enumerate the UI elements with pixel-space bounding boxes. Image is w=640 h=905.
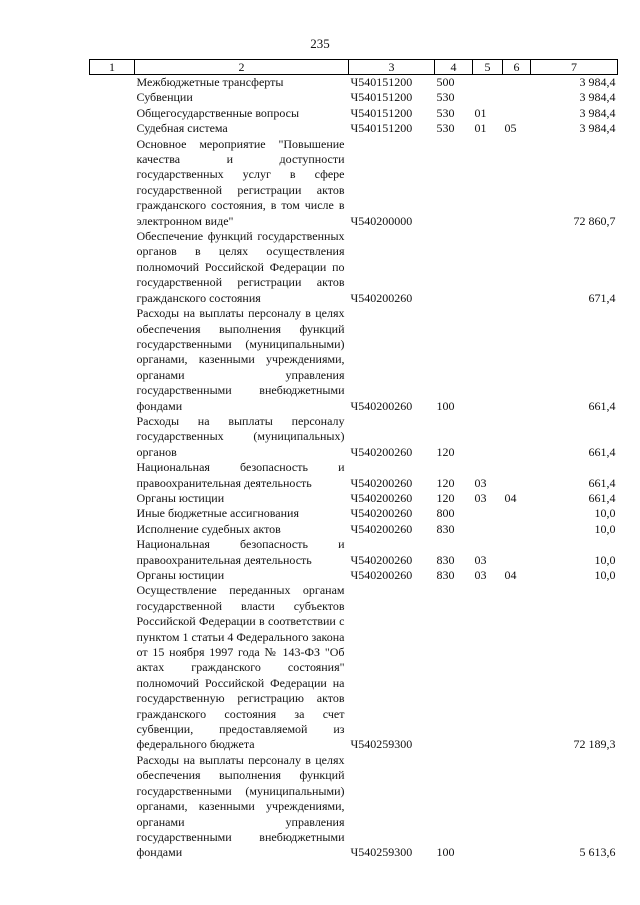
section-cell — [473, 137, 503, 229]
row-number-cell — [90, 753, 135, 861]
expense-type-cell: 830 — [436, 568, 455, 582]
table-row — [90, 537, 618, 568]
table-row — [90, 753, 618, 861]
section-cell — [473, 522, 503, 537]
expense-type-cell — [435, 583, 473, 752]
section-cell — [473, 229, 503, 306]
amount-cell: 661,4 — [588, 490, 616, 505]
table-row — [90, 90, 618, 105]
target-article-cell: Ч540200260 — [350, 490, 413, 505]
subsection-cell — [503, 753, 531, 861]
subsection-cell: 05 — [504, 121, 517, 136]
subsection-cell — [503, 522, 531, 537]
amount-cell: 661,4 — [588, 475, 616, 490]
target-article-cell: Ч540200000 — [350, 213, 413, 228]
subsection-cell — [503, 75, 531, 91]
table-row — [90, 491, 618, 506]
amount-cell: 72 189,3 — [573, 737, 616, 752]
expense-type-cell: 100 — [436, 398, 455, 413]
item-name-cell: Расходы на выплаты персоналу государственных (муниципальных) органов — [136, 413, 345, 459]
table-row — [90, 506, 618, 521]
section-cell: 03 — [474, 568, 487, 582]
column-header: 7 — [531, 60, 618, 75]
target-article-cell: Ч540200260 — [350, 521, 413, 536]
target-article-cell: Ч540200260 — [350, 568, 413, 582]
subsection-cell — [503, 137, 531, 229]
section-cell: 03 — [474, 490, 487, 505]
section-cell: 03 — [474, 552, 487, 567]
amount-cell: 10,0 — [594, 521, 616, 536]
expense-type-cell — [435, 229, 473, 306]
item-name-cell: Органы юстиции — [136, 568, 225, 582]
target-article-cell: Ч540200260 — [350, 398, 413, 413]
row-number-cell — [90, 106, 135, 121]
amount-cell: 661,4 — [588, 444, 616, 459]
row-number-cell — [90, 414, 135, 460]
expense-type-cell: 120 — [436, 490, 455, 505]
item-name-cell: Судебная система — [136, 121, 228, 136]
expense-type-cell: 500 — [436, 75, 455, 89]
table-row — [90, 583, 618, 752]
target-article-cell: Ч540259300 — [350, 845, 413, 860]
expense-type-cell: 530 — [436, 90, 455, 105]
row-number-cell — [90, 137, 135, 229]
row-number-cell — [90, 491, 135, 506]
section-cell: 01 — [474, 121, 487, 136]
row-number-cell — [90, 460, 135, 491]
row-number-cell — [90, 583, 135, 752]
table-row — [90, 137, 618, 229]
item-name-cell: Расходы на выплаты персоналу в целях обеспечения выполнения функций государственными (муниципальными) органами, казенными учреждениями, органами управления государственными внебюджетными фондами — [136, 306, 345, 413]
row-number-cell — [90, 537, 135, 568]
amount-cell: 3 984,4 — [579, 90, 616, 105]
target-article-cell: Ч540200260 — [350, 444, 413, 459]
amount-cell: 671,4 — [588, 290, 616, 305]
subsection-cell — [503, 229, 531, 306]
row-number-cell — [90, 522, 135, 537]
table-row — [90, 522, 618, 537]
row-number-cell — [90, 229, 135, 306]
table-row — [90, 414, 618, 460]
section-cell — [473, 414, 503, 460]
target-article-cell: Ч540200260 — [350, 290, 413, 305]
subsection-cell — [503, 460, 531, 491]
column-header: 3 — [349, 60, 435, 75]
expense-type-cell: 830 — [436, 552, 455, 567]
amount-cell: 10,0 — [594, 568, 616, 582]
column-header: 2 — [135, 60, 349, 75]
amount-cell: 661,4 — [588, 398, 616, 413]
budget-table — [89, 59, 618, 861]
amount-cell: 72 860,7 — [573, 213, 616, 228]
expense-type-cell: 120 — [436, 475, 455, 490]
target-article-cell: Ч540151200 — [350, 105, 413, 120]
target-article-cell: Ч540200260 — [350, 552, 413, 567]
row-number-cell — [90, 90, 135, 105]
table-row — [90, 306, 618, 414]
row-number-cell — [90, 506, 135, 521]
section-cell — [473, 753, 503, 861]
item-name-cell: Субвенции — [136, 90, 193, 105]
subsection-cell — [503, 90, 531, 105]
item-name-cell: Национальная безопасность и правоохранительная деятельность — [136, 460, 345, 490]
expense-type-cell: 100 — [436, 845, 455, 860]
target-article-cell: Ч540151200 — [350, 75, 413, 89]
expense-type-cell: 800 — [436, 506, 455, 521]
amount-cell: 5 613,6 — [579, 845, 616, 860]
subsection-cell: 04 — [504, 490, 517, 505]
row-number-cell — [90, 75, 135, 91]
amount-cell: 10,0 — [594, 506, 616, 521]
section-cell — [473, 75, 503, 91]
amount-cell: 3 984,4 — [579, 75, 616, 89]
subsection-cell: 04 — [504, 568, 517, 582]
item-name-cell: Национальная безопасность и правоохранительная деятельность — [136, 537, 345, 567]
section-cell: 01 — [474, 105, 487, 120]
item-name-cell: Осуществление переданных органам государственной власти субъектов Российской Федерации в соответствии с пунктом 1 статьи 4 Федерального закона от 15 ноября 1997 года № 143-ФЗ "Об актах гражданского состояния" полномочий Российской Федерации на государственную регистрацию актов гражданского состояния за счет субвенции, предоставляемой из федерального бюджета — [136, 583, 345, 752]
target-article-cell: Ч540200260 — [350, 506, 413, 521]
item-name-cell: Органы юстиции — [136, 490, 225, 505]
row-number-cell — [90, 121, 135, 136]
item-name-cell: Иные бюджетные ассигнования — [136, 506, 299, 521]
section-cell — [473, 506, 503, 521]
table-row — [90, 121, 618, 136]
subsection-cell — [503, 306, 531, 414]
table-row — [90, 460, 618, 491]
column-header: 4 — [435, 60, 473, 75]
subsection-cell — [503, 414, 531, 460]
table-row — [90, 568, 618, 583]
page-number: 235 — [310, 36, 330, 51]
section-cell — [473, 306, 503, 414]
row-number-cell — [90, 306, 135, 414]
subsection-cell — [503, 583, 531, 752]
column-header: 1 — [90, 60, 135, 75]
target-article-cell: Ч540151200 — [350, 90, 413, 105]
amount-cell: 3 984,4 — [579, 121, 616, 136]
item-name-cell: Общегосударственные вопросы — [136, 105, 300, 120]
column-header: 6 — [503, 60, 531, 75]
item-name-cell: Межбюджетные трансферты — [136, 75, 284, 89]
expense-type-cell: 830 — [436, 521, 455, 536]
table-header-row — [90, 60, 618, 75]
target-article-cell: Ч540151200 — [350, 121, 413, 136]
column-header: 5 — [473, 60, 503, 75]
target-article-cell: Ч540200260 — [350, 475, 413, 490]
section-cell — [473, 583, 503, 752]
table-row — [90, 106, 618, 121]
expense-type-cell — [435, 137, 473, 229]
item-name-cell: Расходы на выплаты персоналу в целях обеспечения выполнения функций государственными (муниципальными) органами, казенными учреждениями, органами управления государственными внебюджетными фондами — [136, 752, 345, 860]
subsection-cell — [503, 506, 531, 521]
item-name-cell: Исполнение судебных актов — [136, 521, 281, 536]
section-cell — [473, 90, 503, 105]
amount-cell: 10,0 — [594, 552, 616, 567]
table-row — [90, 229, 618, 306]
item-name-cell: Обеспечение функций государственных органов в целях осуществления полномочий Российской Федерации по государственной регистрации актов гражданского состояния — [136, 229, 345, 305]
target-article-cell: Ч540259300 — [350, 737, 413, 752]
expense-type-cell: 120 — [436, 444, 455, 459]
subsection-cell — [503, 537, 531, 568]
item-name-cell: Основное мероприятие "Повышение качества и доступности государственных услуг в сфере государственной регистрации актов гражданского состояния, в том числе в электронном виде" — [136, 136, 345, 228]
amount-cell: 3 984,4 — [579, 105, 616, 120]
table-row — [90, 75, 618, 91]
section-cell: 03 — [474, 475, 487, 490]
expense-type-cell: 530 — [436, 105, 455, 120]
expense-type-cell: 530 — [436, 121, 455, 136]
subsection-cell — [503, 106, 531, 121]
row-number-cell — [90, 568, 135, 583]
